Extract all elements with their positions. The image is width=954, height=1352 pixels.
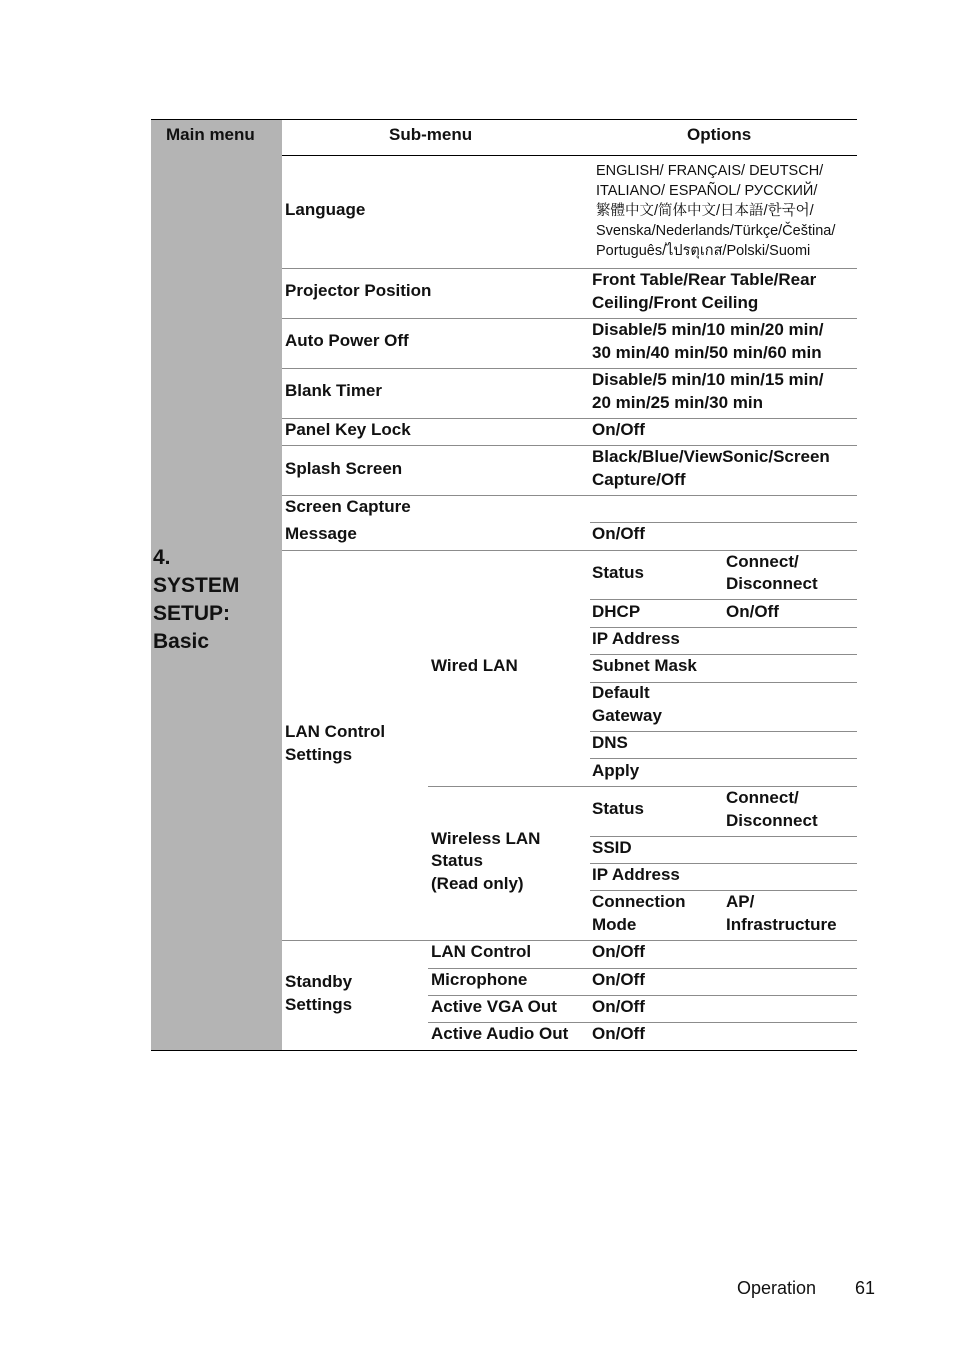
main-menu-title: 4. SYSTEM SETUP: Basic [153,546,240,653]
wireless-connection-mode-label-1: Connection [592,892,686,911]
wired-default-gateway-label-2: Gateway [592,706,662,725]
standby-item-label: LAN Control [431,942,532,961]
wireless-ip-address-label: IP Address [592,865,680,884]
wireless-status-label: Status [592,799,644,818]
wired-dhcp-options: On/Off [726,602,779,621]
auto-power-off-options-1: Disable/5 min/10 min/20 min/ [592,320,824,339]
table-top-rule [151,119,857,120]
table-bottom-rule [151,1050,857,1051]
wired-dhcp-label: DHCP [592,602,641,621]
standby-settings-label-2: Settings [285,995,353,1014]
wireless-lan-label-2: Status [431,851,483,870]
message-label: Message [285,524,357,543]
header-bottom-rule [282,155,857,156]
splash-screen-options-1: Black/Blue/ViewSonic/Screen [592,447,830,466]
splash-screen-label: Splash Screen [285,459,403,478]
standby-item-options: On/Off [592,970,645,989]
wired-status-options-1: Connect/ [726,552,799,571]
header-main-menu: Main menu [166,125,255,144]
wired-apply-label: Apply [592,761,640,780]
projector-position-options-1: Front Table/Rear Table/Rear [592,270,817,289]
wired-subnet-mask-label: Subnet Mask [592,656,697,675]
panel-key-lock-label: Panel Key Lock [285,420,411,439]
wireless-connection-mode-options-2: Infrastructure [726,915,837,934]
message-options: On/Off [592,524,645,543]
page-number: 61 [855,1278,876,1298]
standby-settings-label-1: Standby [285,972,353,991]
standby-item-label: Active VGA Out [431,997,557,1016]
wireless-ssid-label: SSID [592,838,632,857]
panel-key-lock-options: On/Off [592,420,645,439]
auto-power-off-options-2: 30 min/40 min/50 min/60 min [592,343,822,362]
header-options: Options [687,125,752,144]
language-label: Language [285,200,366,219]
lan-control-settings-label-1: LAN Control [285,722,386,741]
row-rule [282,940,857,941]
wired-dns-label: DNS [592,733,628,752]
wireless-lan-label-3: (Read only) [431,874,524,893]
wired-status-options-2: Disconnect [726,574,818,593]
wireless-lan-label-1: Wireless LAN [431,829,541,848]
splash-screen-options-2: Capture/Off [592,470,686,489]
standby-item-label: Active Audio Out [431,1024,569,1043]
standby-item-options: On/Off [592,1024,645,1043]
blank-timer-options-2: 20 min/25 min/30 min [592,393,764,412]
footer-section: Operation [737,1278,817,1298]
wireless-status-options-1: Connect/ [726,788,799,807]
header-sub-menu: Sub-menu [389,125,473,144]
standby-item-options: On/Off [592,997,645,1016]
language-options: ENGLISH/ FRANÇAIS/ DEUTSCH/ ITALIANO/ ESPAÑOL/ РУССКИЙ/ 繁體中文/简体中文/日本語/한국어/ Svenska/Nederlands/Türkçe/Čeština/ Português/ไปรตุเกส/Polski/Suomi [596,163,836,259]
wired-ip-address-label: IP Address [592,629,680,648]
lan-control-settings-label-2: Settings [285,745,353,764]
wireless-status-options-2: Disconnect [726,811,818,830]
row-rule [590,731,857,732]
blank-timer-label: Blank Timer [285,381,383,400]
screen-capture-label: Screen Capture [285,497,411,516]
standby-item-label: Microphone [431,970,528,989]
standby-item-options: On/Off [592,942,645,961]
wireless-connection-mode-options-1: AP/ [726,892,755,911]
wired-status-label: Status [592,563,644,582]
projector-position-options-2: Ceiling/Front Ceiling [592,293,759,312]
wired-default-gateway-label-1: Default [592,683,650,702]
wired-lan-label: Wired LAN [431,656,518,675]
wireless-connection-mode-label-2: Mode [592,915,637,934]
blank-timer-options-1: Disable/5 min/10 min/15 min/ [592,370,824,389]
projector-position-label: Projector Position [285,281,432,300]
auto-power-off-label: Auto Power Off [285,331,409,350]
